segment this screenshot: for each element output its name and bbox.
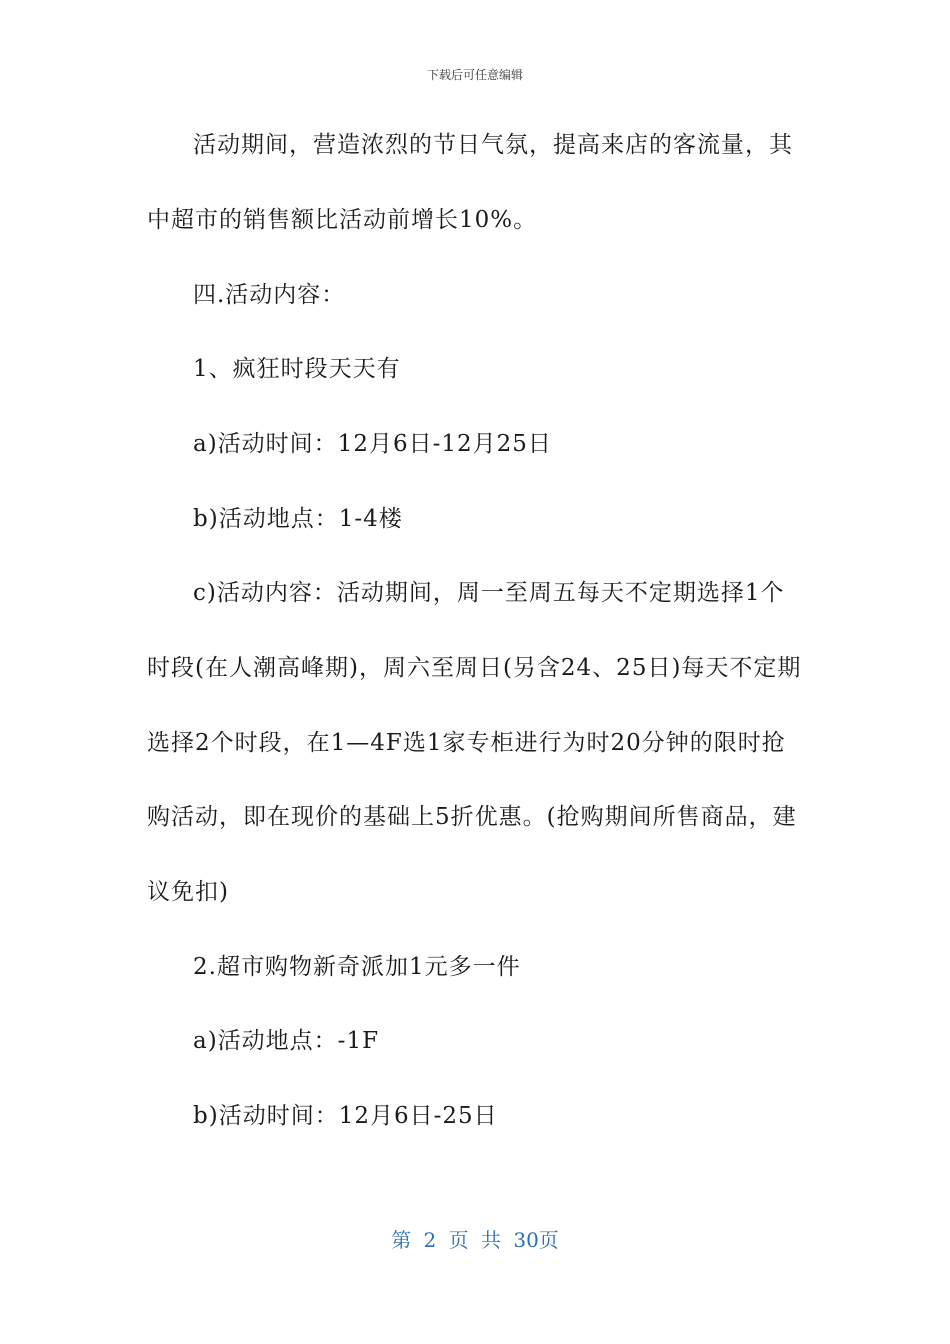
list-item: b)活动地点：1-4楼 [193,506,403,532]
paragraph-line: 议免扣) [147,879,229,905]
paragraph-line: 中超市的销售额比活动前增长10%。 [147,207,538,233]
subsection-heading: 1、疯狂时段天天有 [193,356,401,382]
paragraph-line: 选择2个时段，在1—4F选1家专柜进行为时20分钟的限时抢 [147,730,786,756]
page-footer: 第 2 页 共 30页 [391,1228,559,1252]
paragraph-line: 购活动，即在现价的基础上5折优惠。(抢购期间所售商品，建 [147,804,797,830]
list-item: a)活动时间：12月6日-12月25日 [193,431,552,457]
list-item: b)活动时间：12月6日-25日 [193,1103,498,1129]
subsection-heading: 2.超市购物新奇派加1元多一件 [193,954,521,980]
list-item: a)活动地点：-1F [193,1028,380,1054]
paragraph-line: 活动期间，营造浓烈的节日气氛，提高来店的客流量，其 [193,132,793,158]
list-item: c)活动内容：活动期间，周一至周五每天不定期选择1个 [193,580,785,606]
section-heading: 四.活动内容： [193,282,346,308]
page-header: 下载后可任意编辑 [426,68,523,82]
paragraph-line: 时段(在人潮高峰期)，周六至周日(另含24、25日)每天不定期 [147,655,802,681]
